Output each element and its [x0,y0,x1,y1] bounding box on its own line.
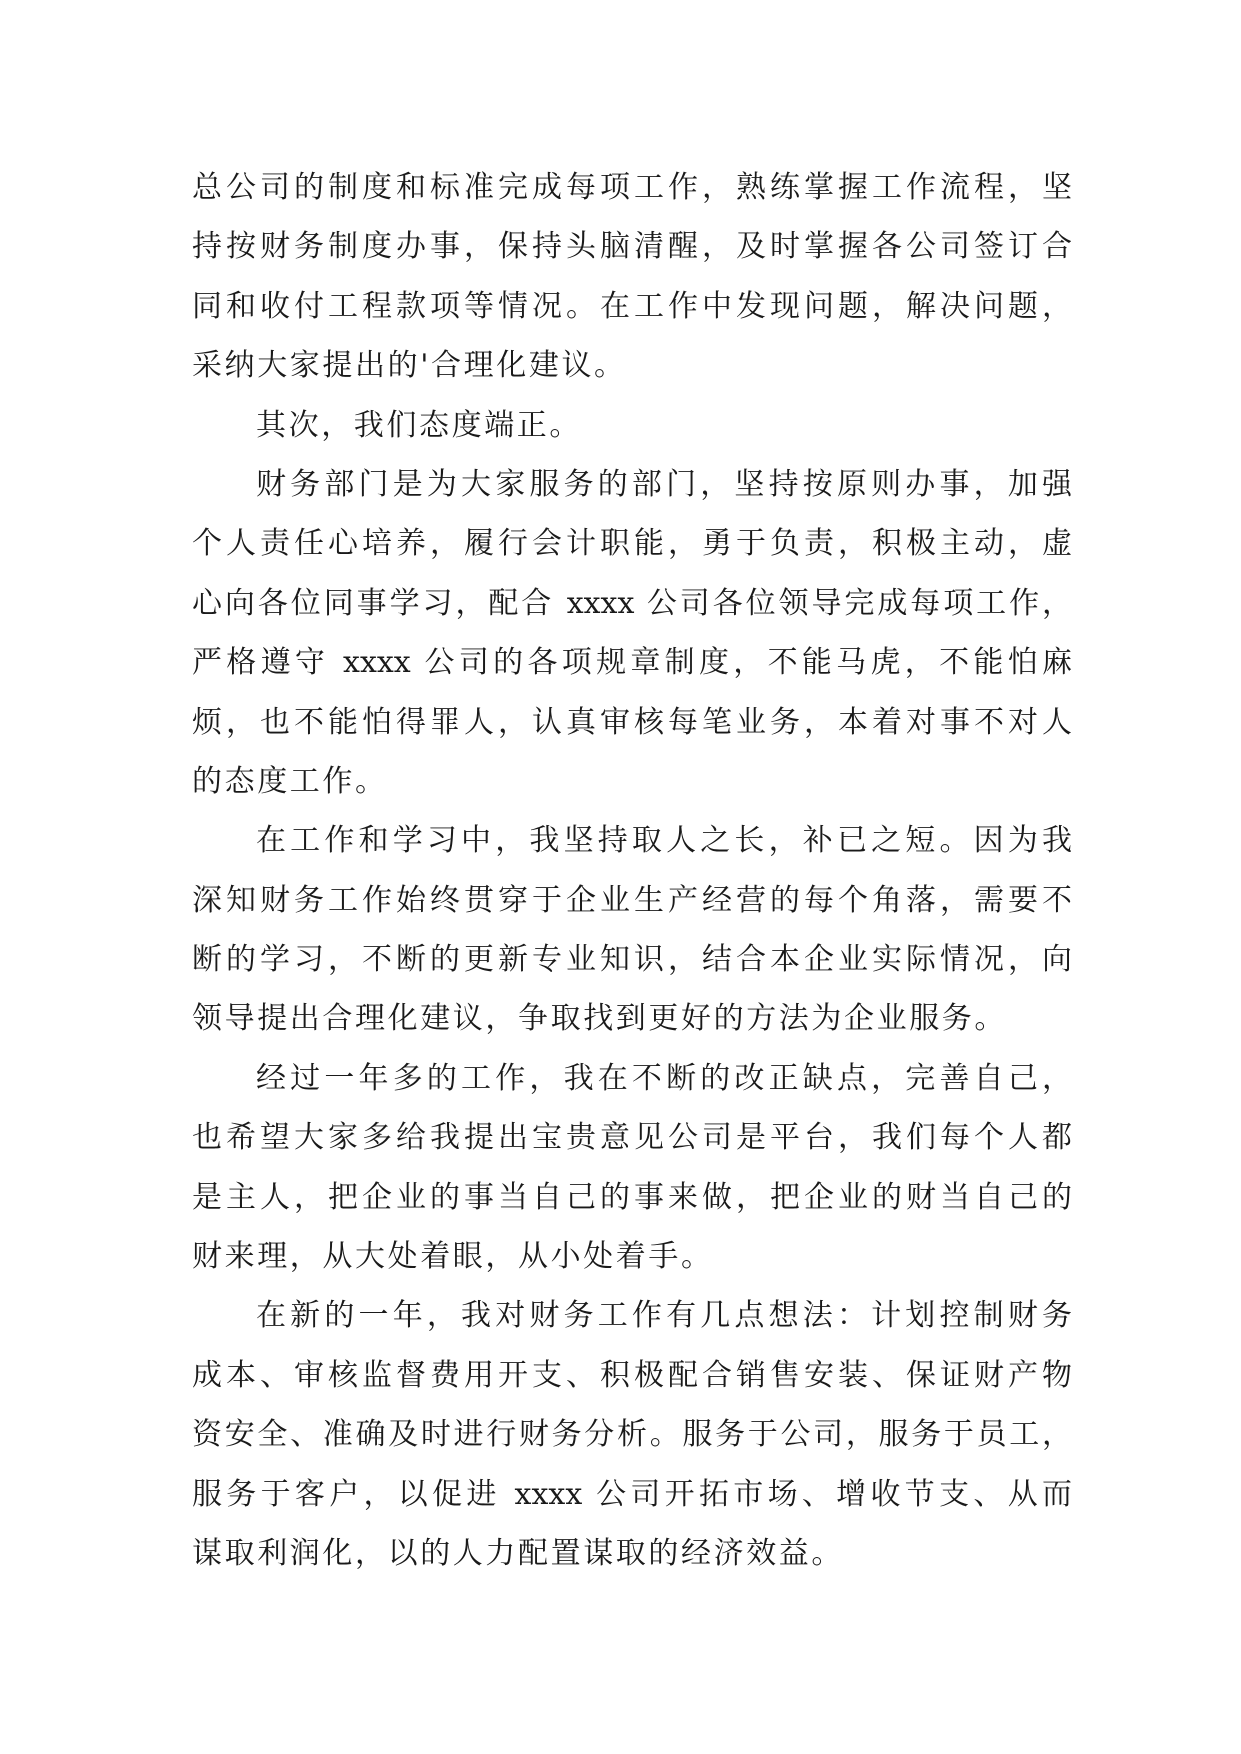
text-line: 深知财务工作始终贯穿于企业生产经营的每个角落，需要不 [192,882,1072,918]
text-line: 谋取利润化，以的人力配置谋取的经济效益。 [192,1535,844,1571]
paragraph [192,1049,1072,1287]
paragraph [192,396,1072,455]
text-line: 的态度工作。 [192,763,388,799]
text-line: 服务于客户，以促进 xxxx 公司开拓市场、增收节支、从而 [192,1476,1072,1512]
text-line: 是主人，把企业的事当自己的事来做，把企业的财当自己的 [192,1179,1072,1215]
text-line: 也希望大家多给我提出宝贵意见公司是平台，我们每个人都 [192,1120,1072,1156]
text-line: 采纳大家提出的'合理化建议。 [192,348,627,384]
text-line: 经过一年多的工作，我在不断的改正缺点，完善自己， [256,1060,1072,1096]
text-line: 持按财务制度办事，保持头脑清醒，及时掌握各公司签订合 [192,229,1072,265]
document-body [192,158,1072,1583]
text-line: 总公司的制度和标准完成每项工作，熟练掌握工作流程，坚 [192,170,1072,205]
text-line: 断的学习，不断的更新专业知识，结合本企业实际情况，向 [192,942,1072,978]
text-line: 资安全、准确及时进行财务分析。服务于公司，服务于员工， [192,1417,1072,1453]
text-line: 个人责任心培养，履行会计职能，勇于负责，积极主动，虚 [192,526,1072,562]
text-line: 同和收付工程款项等情况。在工作中发现问题，解决问题， [192,288,1072,324]
text-line: 财务部门是为大家服务的部门，坚持按原则办事，加强 [256,466,1072,502]
text-line: 心向各位同事学习，配合 xxxx 公司各位领导完成每项工作， [192,585,1072,621]
paragraph [192,811,1072,1049]
paragraph [192,1286,1072,1583]
text-line: 领导提出合理化建议，争取找到更好的方法为企业服务。 [192,1001,1007,1037]
text-line: 严格遵守 xxxx 公司的各项规章制度，不能马虎，不能怕麻 [192,645,1072,681]
text-line: 烦，也不能怕得罪人，认真审核每笔业务，本着对事不对人 [192,704,1072,740]
text-line: 其次，我们态度端正。 [256,407,582,443]
text-line: 在新的一年，我对财务工作有几点想法：计划控制财务 [256,1298,1072,1334]
text-line: 财来理，从大处着眼，从小处着手。 [192,1239,714,1275]
text-line: 在工作和学习中，我坚持取人之长，补已之短。因为我 [256,823,1072,859]
paragraph [192,455,1072,811]
paragraph [192,158,1072,396]
text-line: 成本、审核监督费用开支、积极配合销售安装、保证财产物 [192,1357,1072,1393]
